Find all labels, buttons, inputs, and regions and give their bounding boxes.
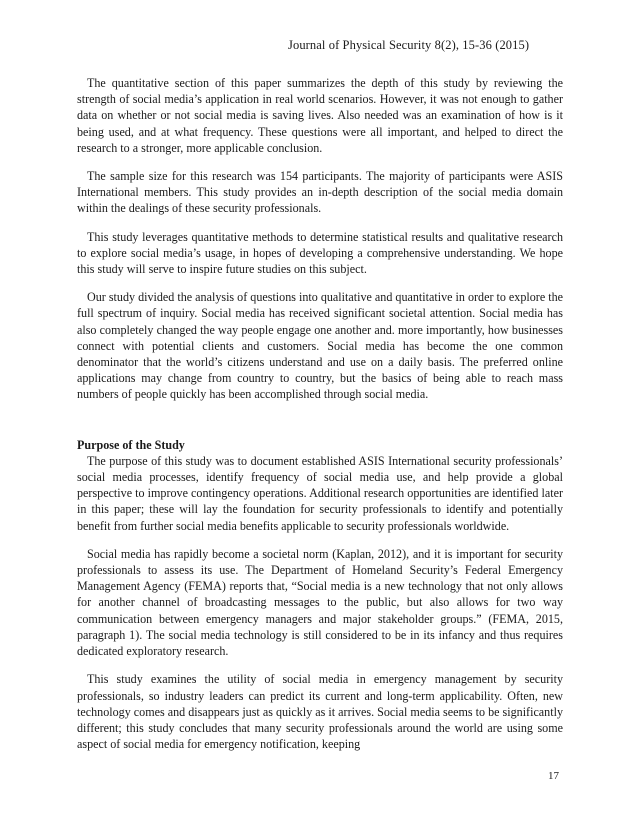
- paragraph-purpose: The purpose of this study was to document established ASIS International security professionals’ social media processes, identify frequency of social media use, and help provide a global perspective to improve contingency operations. Additional research opportunities are identified later in this paper; these will lay the foundation for security professionals to identify and potentially benefit from further social media benefits applicable to security professionals worldwide.: [77, 453, 563, 533]
- paragraph-quantitative-section: The quantitative section of this paper summarizes the depth of this study by reviewing the strength of social media’s application in real world scenarios. However, it was not enough to gather data on whether or not social media is saving lives. Also needed was an examination of how is it being used, and at what frequency. These questions were all important, and helped to direct the research to a stronger, more applicable conclusion.: [77, 76, 563, 155]
- section-heading: Purpose of the Study: [77, 437, 185, 452]
- section-spacer: [77, 415, 563, 437]
- paragraph-utility: This study examines the utility of social media in emergency management by security professionals, so industry leaders can predict its current and long-term applicability. Often, new technology comes and disappears just as quickly as it arrives. Social media seems to be significantly different; this study concludes that many security professionals around the world are using some aspect of social media for emergency notification, keeping: [77, 672, 563, 752]
- paragraph-sample-size: The sample size for this research was 154 participants. The majority of participants were ASIS International members. This study provides an in-depth description of the social media domain within the dealings of these security professionals.: [77, 169, 563, 216]
- paragraph-analysis: Our study divided the analysis of questions into qualitative and quantitative in order to explore the full spectrum of inquiry. Social media has received significant societal attention. Social media has also completely changed the way people engage one another and. more importantly, how businesses connect with potential clients and customers. Social media has become the one common denominator that the world’s citizens understand and use on a daily basis. The preferred online applications may change from country to country, but the basics of being able to reach mass numbers of people quickly has been accomplished through social media.: [77, 290, 563, 402]
- page-number: 17: [548, 770, 559, 782]
- running-header: Journal of Physical Security 8(2), 15-36 (2015): [288, 38, 530, 52]
- paragraph-methods: This study leverages quantitative methods to determine statistical results and qualitative research to explore social media’s usage, in hopes of developing a comprehensive understanding. We hope this study will serve to inspire future studies on this subject.: [77, 229, 563, 277]
- body-text: [77, 75, 563, 764]
- paragraph-societal-norm: Social media has rapidly become a societal norm (Kaplan, 2012), and it is important for security professionals to assess its use. The Department of Homeland Security’s Federal Emergency Management Agency (FEMA) reports that, “Social media is a new technology that not only allows for another channel of broadcasting messages to the public, but also allows for two way communication between emergency managers and major stakeholder groups.” (FEMA, 2015, paragraph 1). The social media technology is still considered to be in its infancy and thus requires dedicated exploratory research.: [77, 546, 563, 659]
